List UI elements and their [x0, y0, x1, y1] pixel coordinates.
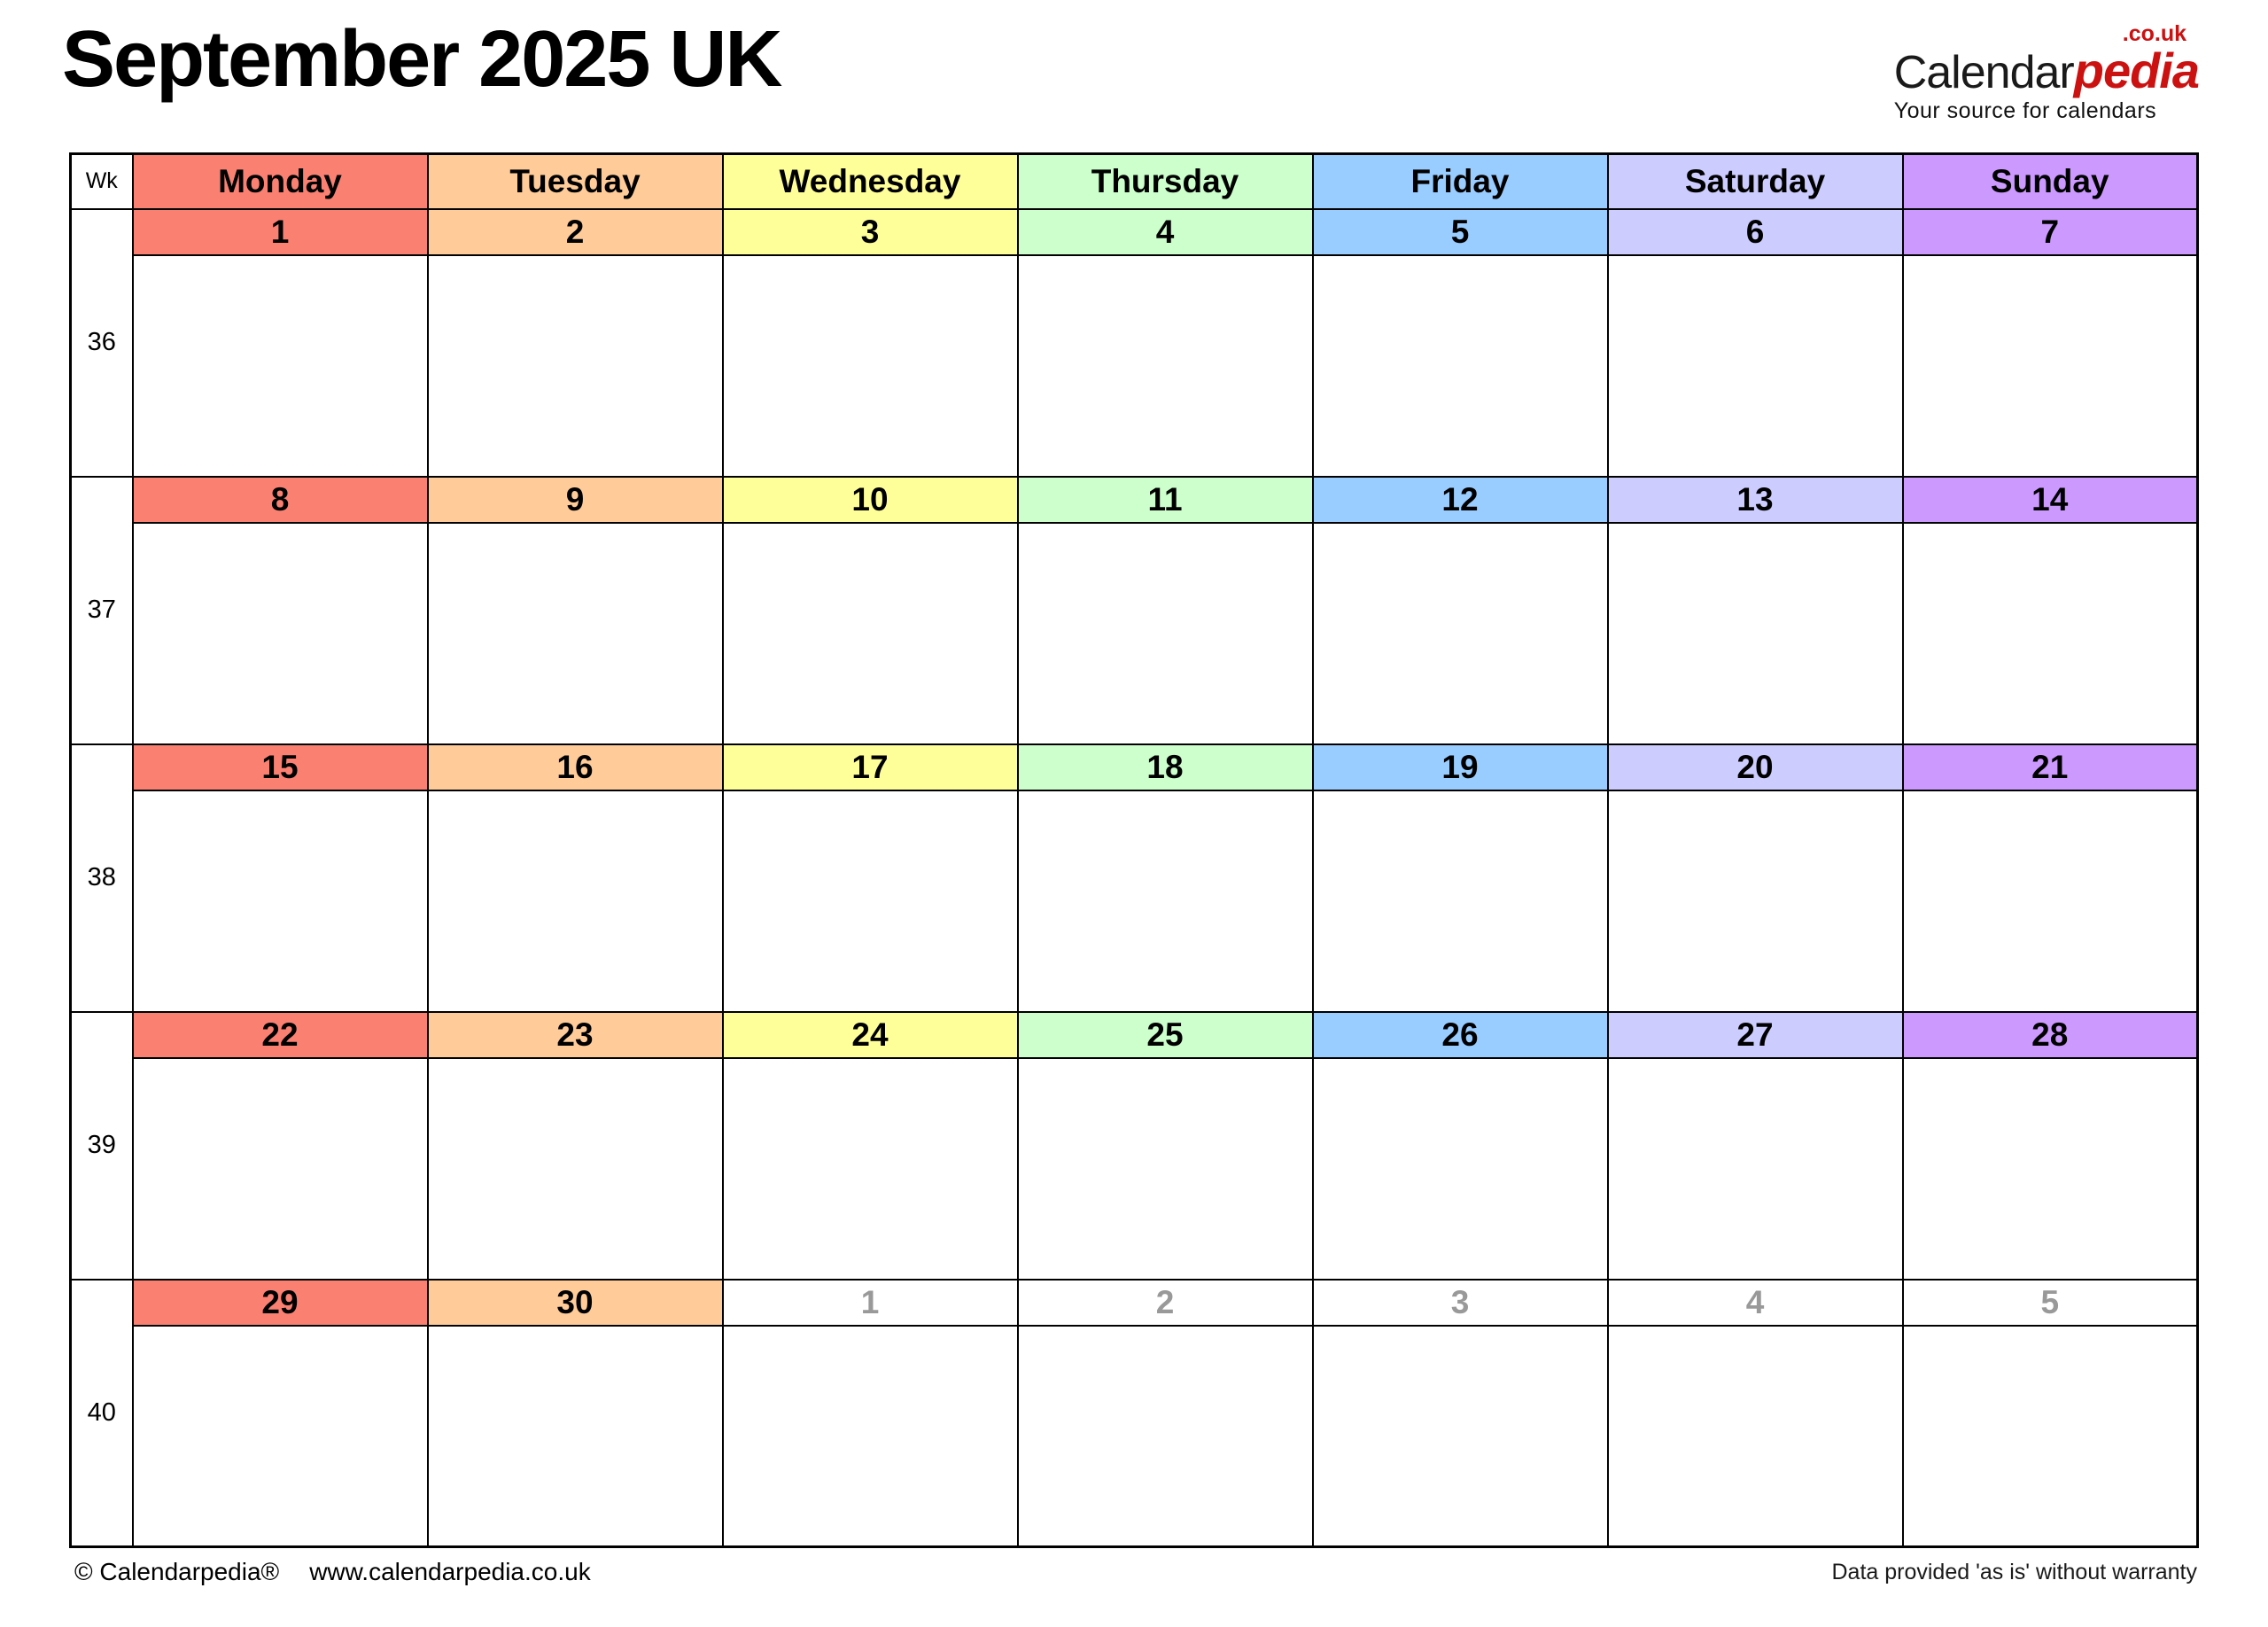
- date-cell: 15: [133, 744, 428, 790]
- date-cell-next-month: 2: [1018, 1280, 1313, 1326]
- empty-day-cell: [1903, 790, 2198, 1012]
- date-cell: 20: [1608, 744, 1903, 790]
- empty-day-cell: [1903, 523, 2198, 744]
- footer-url: www.calendarpedia.co.uk: [309, 1558, 591, 1585]
- footer-left: [74, 1558, 591, 1586]
- empty-day-cell: [428, 1326, 723, 1547]
- week-row-37-notes: [71, 523, 2198, 744]
- empty-day-cell: [1018, 523, 1313, 744]
- week-row-36-notes: [71, 255, 2198, 477]
- date-cell-next-month: 5: [1903, 1280, 2198, 1326]
- empty-day-cell: [1608, 523, 1903, 744]
- page-title: September 2025 UK: [62, 15, 781, 104]
- date-cell: 27: [1608, 1012, 1903, 1058]
- footer-disclaimer: Data provided 'as is' without warranty: [1831, 1560, 2197, 1584]
- header-bar: [62, 0, 2199, 152]
- calendarpedia-logo: [1894, 23, 2199, 124]
- day-header-friday: Friday: [1313, 154, 1608, 209]
- empty-day-cell: [723, 790, 1018, 1012]
- empty-day-cell: [1313, 1326, 1608, 1547]
- date-cell-next-month: 3: [1313, 1280, 1608, 1326]
- date-cell: 2: [428, 209, 723, 255]
- logo-calendar-text: Calendar: [1893, 47, 2074, 98]
- week-number: 37: [71, 477, 133, 744]
- day-header-tuesday: Tuesday: [428, 154, 723, 209]
- date-cell: 30: [428, 1280, 723, 1326]
- date-cell: 12: [1313, 477, 1608, 523]
- empty-day-cell: [1903, 1326, 2198, 1547]
- empty-day-cell: [1903, 1058, 2198, 1280]
- empty-day-cell: [428, 790, 723, 1012]
- logo-pedia-text: pedia: [2073, 43, 2199, 98]
- empty-day-cell: [428, 523, 723, 744]
- empty-day-cell: [133, 1326, 428, 1547]
- week-number: 36: [71, 209, 133, 477]
- empty-day-cell: [133, 523, 428, 744]
- logo-couk-text: .co.uk: [2122, 21, 2186, 46]
- week-row-36-dates: [71, 209, 2198, 255]
- date-cell: 16: [428, 744, 723, 790]
- date-cell: 9: [428, 477, 723, 523]
- footer-copyright: © Calendarpedia®: [74, 1558, 280, 1585]
- empty-day-cell: [1313, 255, 1608, 477]
- week-row-40-notes: [71, 1326, 2198, 1547]
- empty-day-cell: [1018, 255, 1313, 477]
- day-header-row: [71, 154, 2198, 209]
- week-number: 39: [71, 1012, 133, 1280]
- empty-day-cell: [723, 1058, 1018, 1280]
- empty-day-cell: [1608, 255, 1903, 477]
- day-header-sunday: Sunday: [1903, 154, 2198, 209]
- date-cell: 11: [1018, 477, 1313, 523]
- empty-day-cell: [723, 523, 1018, 744]
- logo-wordmark: [1894, 23, 2199, 96]
- week-number: 38: [71, 744, 133, 1012]
- week-row-37-dates: [71, 477, 2198, 523]
- empty-day-cell: [1313, 790, 1608, 1012]
- date-cell: 22: [133, 1012, 428, 1058]
- empty-day-cell: [133, 255, 428, 477]
- empty-day-cell: [1018, 1326, 1313, 1547]
- date-cell: 13: [1608, 477, 1903, 523]
- empty-day-cell: [1903, 255, 2198, 477]
- date-cell: 24: [723, 1012, 1018, 1058]
- date-cell: 21: [1903, 744, 2198, 790]
- empty-day-cell: [1608, 1326, 1903, 1547]
- date-cell-next-month: 4: [1608, 1280, 1903, 1326]
- logo-tagline: Your source for calendars: [1893, 98, 2157, 123]
- empty-day-cell: [1018, 790, 1313, 1012]
- empty-day-cell: [1608, 790, 1903, 1012]
- day-header-thursday: Thursday: [1018, 154, 1313, 209]
- empty-day-cell: [723, 1326, 1018, 1547]
- wk-column-header: Wk: [71, 154, 133, 209]
- date-cell: 1: [133, 209, 428, 255]
- week-row-39-dates: [71, 1012, 2198, 1058]
- empty-day-cell: [133, 790, 428, 1012]
- empty-day-cell: [133, 1058, 428, 1280]
- date-cell: 29: [133, 1280, 428, 1326]
- date-cell: 3: [723, 209, 1018, 255]
- week-row-38-dates: [71, 744, 2198, 790]
- date-cell: 18: [1018, 744, 1313, 790]
- day-header-saturday: Saturday: [1608, 154, 1903, 209]
- day-header-wednesday: Wednesday: [723, 154, 1018, 209]
- date-cell-next-month: 1: [723, 1280, 1018, 1326]
- date-cell: 25: [1018, 1012, 1313, 1058]
- empty-day-cell: [428, 255, 723, 477]
- date-cell: 6: [1608, 209, 1903, 255]
- date-cell: 14: [1903, 477, 2198, 523]
- empty-day-cell: [723, 255, 1018, 477]
- empty-day-cell: [1313, 523, 1608, 744]
- empty-day-cell: [1608, 1058, 1903, 1280]
- date-cell: 5: [1313, 209, 1608, 255]
- week-row-38-notes: [71, 790, 2198, 1012]
- empty-day-cell: [1018, 1058, 1313, 1280]
- week-row-40-dates: [71, 1280, 2198, 1326]
- date-cell: 8: [133, 477, 428, 523]
- date-cell: 4: [1018, 209, 1313, 255]
- date-cell: 23: [428, 1012, 723, 1058]
- date-cell: 7: [1903, 209, 2198, 255]
- week-number: 40: [71, 1280, 133, 1547]
- day-header-monday: Monday: [133, 154, 428, 209]
- date-cell: 17: [723, 744, 1018, 790]
- date-cell: 19: [1313, 744, 1608, 790]
- date-cell: 10: [723, 477, 1018, 523]
- empty-day-cell: [428, 1058, 723, 1280]
- week-row-39-notes: [71, 1058, 2198, 1280]
- empty-day-cell: [1313, 1058, 1608, 1280]
- date-cell: 28: [1903, 1012, 2198, 1058]
- calendar-table: [69, 152, 2199, 1548]
- date-cell: 26: [1313, 1012, 1608, 1058]
